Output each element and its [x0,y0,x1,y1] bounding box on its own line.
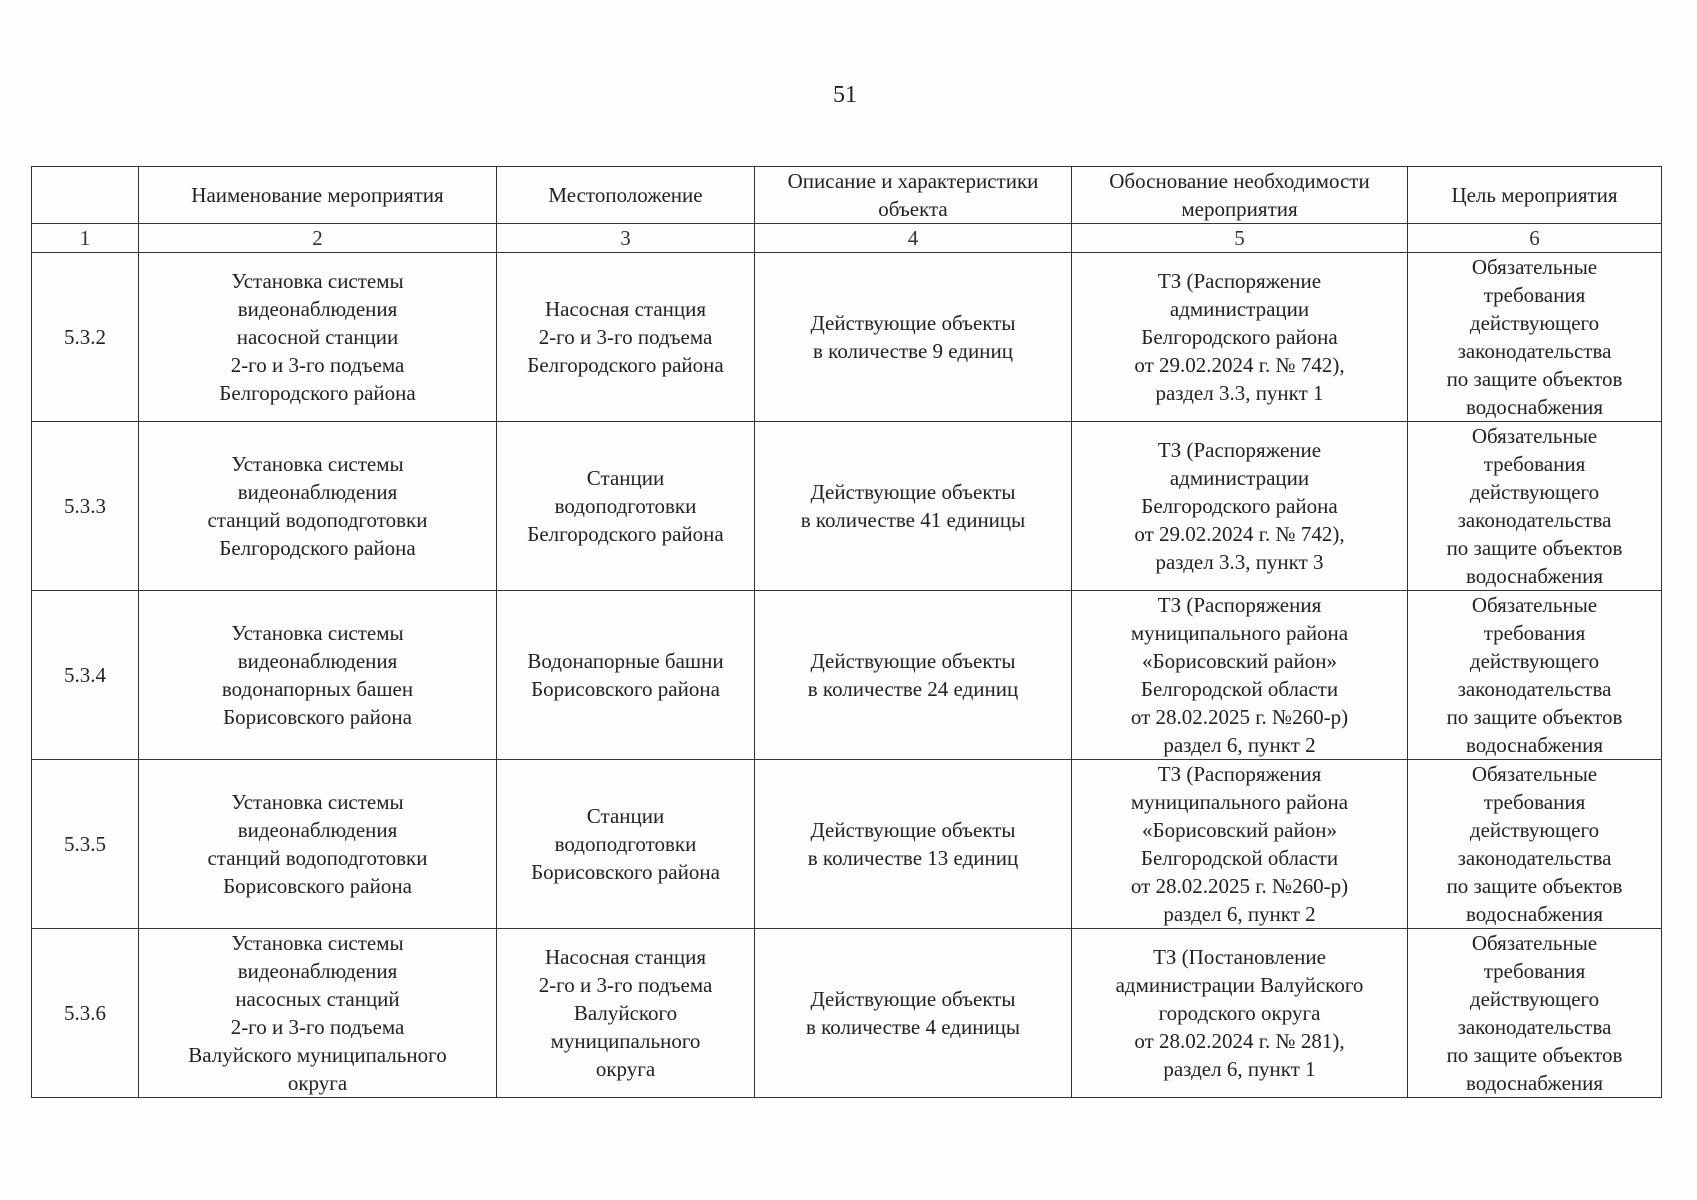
row-number-cell: 5.3.5 [32,760,139,929]
row-number-cell: 5.3.6 [32,929,139,1098]
column-number: 6 [1408,224,1662,253]
page-number: 51 [833,82,857,108]
justification-cell: ТЗ (Распоряжение администрации Белгородского района от 29.02.2024 г. № 742), раздел 3.3, пункт 3 [1072,422,1408,591]
description-cell: Действующие объекты в количестве 4 единицы [755,929,1072,1098]
location-cell: Станции водоподготовки Белгородского района [497,422,755,591]
description-cell: Действующие объекты в количестве 41 единицы [755,422,1072,591]
justification-cell: ТЗ (Распоряжения муниципального района «Борисовский район» Белгородской области от 28.02.2025 г. №260-р) раздел 6, пункт 2 [1072,591,1408,760]
justification-cell: ТЗ (Постановление администрации Валуйского городского округа от 28.02.2024 г. № 281), раздел 6, пункт 1 [1072,929,1408,1098]
table-row [32,591,1662,760]
table-row [32,422,1662,591]
goal-cell: Обязательные требования действующего законодательства по защите объектов водоснабжения [1408,253,1662,422]
column-number: 3 [497,224,755,253]
header-cell-justification: Обоснование необходимости мероприятия [1072,167,1408,224]
location-cell: Станции водоподготовки Борисовского района [497,760,755,929]
header-cell-location: Местоположение [497,167,755,224]
column-number: 1 [32,224,139,253]
measure-name-cell: Установка системы видеонаблюдения водонапорных башен Борисовского района [139,591,497,760]
measure-name-cell: Установка системы видеонаблюдения насосных станций 2-го и 3-го подъема Валуйского муниципального округа [139,929,497,1098]
justification-cell: ТЗ (Распоряжение администрации Белгородского района от 29.02.2024 г. № 742), раздел 3.3, пункт 1 [1072,253,1408,422]
row-number-cell: 5.3.3 [32,422,139,591]
justification-cell: ТЗ (Распоряжения муниципального района «Борисовский район» Белгородской области от 28.02.2025 г. №260-р) раздел 6, пункт 2 [1072,760,1408,929]
measure-name-cell: Установка системы видеонаблюдения насосной станции 2-го и 3-го подъема Белгородского района [139,253,497,422]
column-number: 4 [755,224,1072,253]
table-row [32,760,1662,929]
goal-cell: Обязательные требования действующего законодательства по защите объектов водоснабжения [1408,760,1662,929]
header-cell-goal: Цель мероприятия [1408,167,1662,224]
row-number-cell: 5.3.4 [32,591,139,760]
location-cell: Водонапорные башни Борисовского района [497,591,755,760]
measure-name-cell: Установка системы видеонаблюдения станций водоподготовки Белгородского района [139,422,497,591]
description-cell: Действующие объекты в количестве 24 единиц [755,591,1072,760]
location-cell: Насосная станция 2-го и 3-го подъема Валуйского муниципального округа [497,929,755,1098]
table-body [32,253,1662,1098]
goal-cell: Обязательные требования действующего законодательства по защите объектов водоснабжения [1408,591,1662,760]
location-cell: Насосная станция 2-го и 3-го подъема Белгородского района [497,253,755,422]
column-number: 2 [139,224,497,253]
description-cell: Действующие объекты в количестве 13 единиц [755,760,1072,929]
goal-cell: Обязательные требования действующего законодательства по защите объектов водоснабжения [1408,929,1662,1098]
header-cell-description: Описание и характеристики объекта [755,167,1072,224]
goal-cell: Обязательные требования действующего законодательства по защите объектов водоснабжения [1408,422,1662,591]
row-number-cell: 5.3.2 [32,253,139,422]
column-number: 5 [1072,224,1408,253]
measures-table [31,166,1662,1098]
description-cell: Действующие объекты в количестве 9 единиц [755,253,1072,422]
header-cell-number [32,167,139,224]
table-header-row [32,167,1662,224]
column-number-row [32,224,1662,253]
header-cell-name: Наименование мероприятия [139,167,497,224]
measure-name-cell: Установка системы видеонаблюдения станций водоподготовки Борисовского района [139,760,497,929]
table-row [32,929,1662,1098]
table-row [32,253,1662,422]
